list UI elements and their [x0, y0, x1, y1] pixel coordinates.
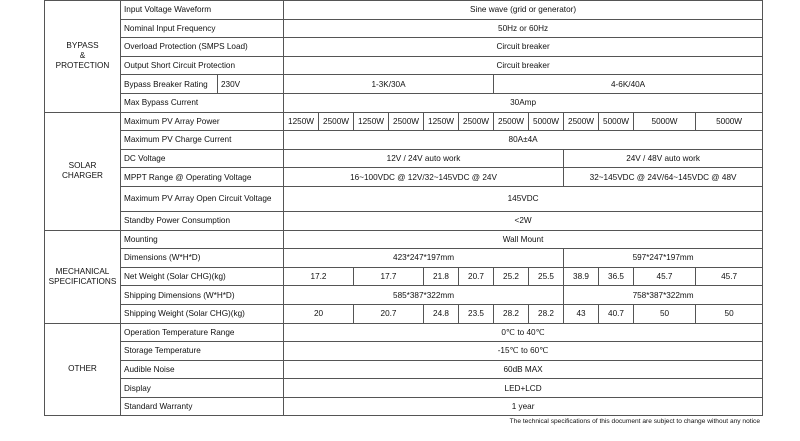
cell-value: -15℃ to 60℃ — [284, 342, 763, 361]
cell-value: 5000W — [529, 112, 564, 131]
row-label: Audible Noise — [121, 360, 284, 379]
cell-value: 23.5 — [459, 304, 494, 323]
cell-value: 1250W — [284, 112, 319, 131]
row-label: Nominal Input Frequency — [121, 19, 284, 38]
cell-value: 20.7 — [459, 267, 494, 286]
voltage-label: 230V — [218, 75, 284, 94]
row-label: Maximum PV Array Open Circuit Voltage — [121, 186, 284, 211]
row-label: Overload Protection (SMPS Load) — [121, 38, 284, 57]
cell-value: Circuit breaker — [284, 38, 763, 57]
row-label: DC Voltage — [121, 149, 284, 168]
cell-value: 758*387*322mm — [564, 286, 763, 305]
table-row — [45, 323, 763, 342]
cell-value: 24.8 — [424, 304, 459, 323]
cell-value: 5000W — [634, 112, 696, 131]
section-title: PROTECTION — [55, 61, 110, 71]
table-row — [45, 304, 763, 323]
cell-value: 17.2 — [284, 267, 354, 286]
table-row — [45, 267, 763, 286]
cell-value: 2500W — [564, 112, 599, 131]
cell-value: 20 — [284, 304, 354, 323]
cell-value: 1250W — [424, 112, 459, 131]
table-row — [45, 112, 763, 131]
section-title: SPECIFICATIONS — [48, 276, 117, 286]
cell-value: 60dB MAX — [284, 360, 763, 379]
table-row — [45, 186, 763, 211]
cell-value: 17.7 — [354, 267, 424, 286]
row-label: Mounting — [121, 230, 284, 249]
row-label: Shipping Weight (Solar CHG)(kg) — [121, 304, 284, 323]
cell-value: 45.7 — [634, 267, 696, 286]
section-title: MECHANICAL — [55, 266, 110, 276]
section-other: OTHER — [45, 323, 121, 416]
cell-value: 80A±4A — [284, 131, 763, 150]
table-row — [45, 75, 763, 94]
table-row — [45, 379, 763, 398]
row-label: Shipping Dimensions (W*H*D) — [121, 286, 284, 305]
section-title: BYPASS — [66, 41, 99, 51]
cell-value: <2W — [284, 211, 763, 230]
cell-value: 21.8 — [424, 267, 459, 286]
cell-value: 28.2 — [494, 304, 529, 323]
row-label: Output Short Circuit Protection — [121, 56, 284, 75]
cell-value: 30Amp — [284, 93, 763, 112]
cell-value: 5000W — [696, 112, 763, 131]
section-solar — [45, 112, 121, 230]
row-label: Maximum PV Array Power — [121, 112, 284, 131]
cell-value: 12V / 24V auto work — [284, 149, 564, 168]
cell-value: 40.7 — [599, 304, 634, 323]
cell-value: 2500W — [494, 112, 529, 131]
table-row — [45, 249, 763, 268]
cell-value: 43 — [564, 304, 599, 323]
row-label: Net Weight (Solar CHG)(kg) — [121, 267, 284, 286]
table-row — [45, 1, 763, 20]
cell-value: 5000W — [599, 112, 634, 131]
cell-value: Sine wave (grid or generator) — [284, 1, 763, 20]
row-label: Max Bypass Current — [121, 93, 284, 112]
cell-value: 50 — [634, 304, 696, 323]
cell-value: 16~100VDC @ 12V/32~145VDC @ 24V — [284, 168, 564, 187]
cell-value: 38.9 — [564, 267, 599, 286]
section-title: SOLAR — [68, 161, 97, 171]
cell-value: 145VDC — [284, 186, 763, 211]
cell-value: 36.5 — [599, 267, 634, 286]
table-row — [45, 286, 763, 305]
cell-value: LED+LCD — [284, 379, 763, 398]
row-label: Bypass Breaker Rating — [121, 75, 218, 94]
section-bypass — [45, 1, 121, 113]
cell-value: 28.2 — [529, 304, 564, 323]
row-label: MPPT Range @ Operating Voltage — [121, 168, 284, 187]
row-label: Input Voltage Waveform — [121, 1, 284, 20]
cell-value: 1-3K/30A — [284, 75, 494, 94]
cell-value: 20.7 — [354, 304, 424, 323]
row-label: Storage Temperature — [121, 342, 284, 361]
table-row — [45, 93, 763, 112]
row-label: Operation Temperature Range — [121, 323, 284, 342]
cell-value: Circuit breaker — [284, 56, 763, 75]
spec-table — [44, 0, 763, 416]
cell-value: 50 — [696, 304, 763, 323]
row-label: Display — [121, 379, 284, 398]
cell-value: 2500W — [389, 112, 424, 131]
cell-value: 4-6K/40A — [494, 75, 763, 94]
table-row — [45, 211, 763, 230]
cell-value: 2500W — [459, 112, 494, 131]
table-row — [45, 342, 763, 361]
table-row — [45, 397, 763, 416]
row-label: Maximum PV Charge Current — [121, 131, 284, 150]
row-label: Standby Power Consumption — [121, 211, 284, 230]
cell-value: 2500W — [319, 112, 354, 131]
table-row — [45, 19, 763, 38]
table-row — [45, 38, 763, 57]
cell-value: 1250W — [354, 112, 389, 131]
row-label: Dimensions (W*H*D) — [121, 249, 284, 268]
cell-value: 423*247*197mm — [284, 249, 564, 268]
cell-value: 50Hz or 60Hz — [284, 19, 763, 38]
cell-value: Wall Mount — [284, 230, 763, 249]
table-row — [45, 131, 763, 150]
table-row — [45, 149, 763, 168]
row-label: Standard Warranty — [121, 397, 284, 416]
table-row — [45, 168, 763, 187]
section-mechanical — [45, 230, 121, 323]
section-title: & — [79, 51, 86, 61]
cell-value: 1 year — [284, 397, 763, 416]
section-title: CHARGER — [62, 171, 103, 181]
table-row — [45, 360, 763, 379]
cell-value: 585*387*322mm — [284, 286, 564, 305]
cell-value: 24V / 48V auto work — [564, 149, 763, 168]
cell-value: 25.2 — [494, 267, 529, 286]
table-row — [45, 230, 763, 249]
cell-value: 597*247*197mm — [564, 249, 763, 268]
cell-value: 0℃ to 40℃ — [284, 323, 763, 342]
cell-value: 25.5 — [529, 267, 564, 286]
cell-value: 45.7 — [696, 267, 763, 286]
table-row — [45, 56, 763, 75]
footnote: The technical specifications of this document are subject to change without any notice — [509, 418, 760, 425]
cell-value: 32~145VDC @ 24V/64~145VDC @ 48V — [564, 168, 763, 187]
